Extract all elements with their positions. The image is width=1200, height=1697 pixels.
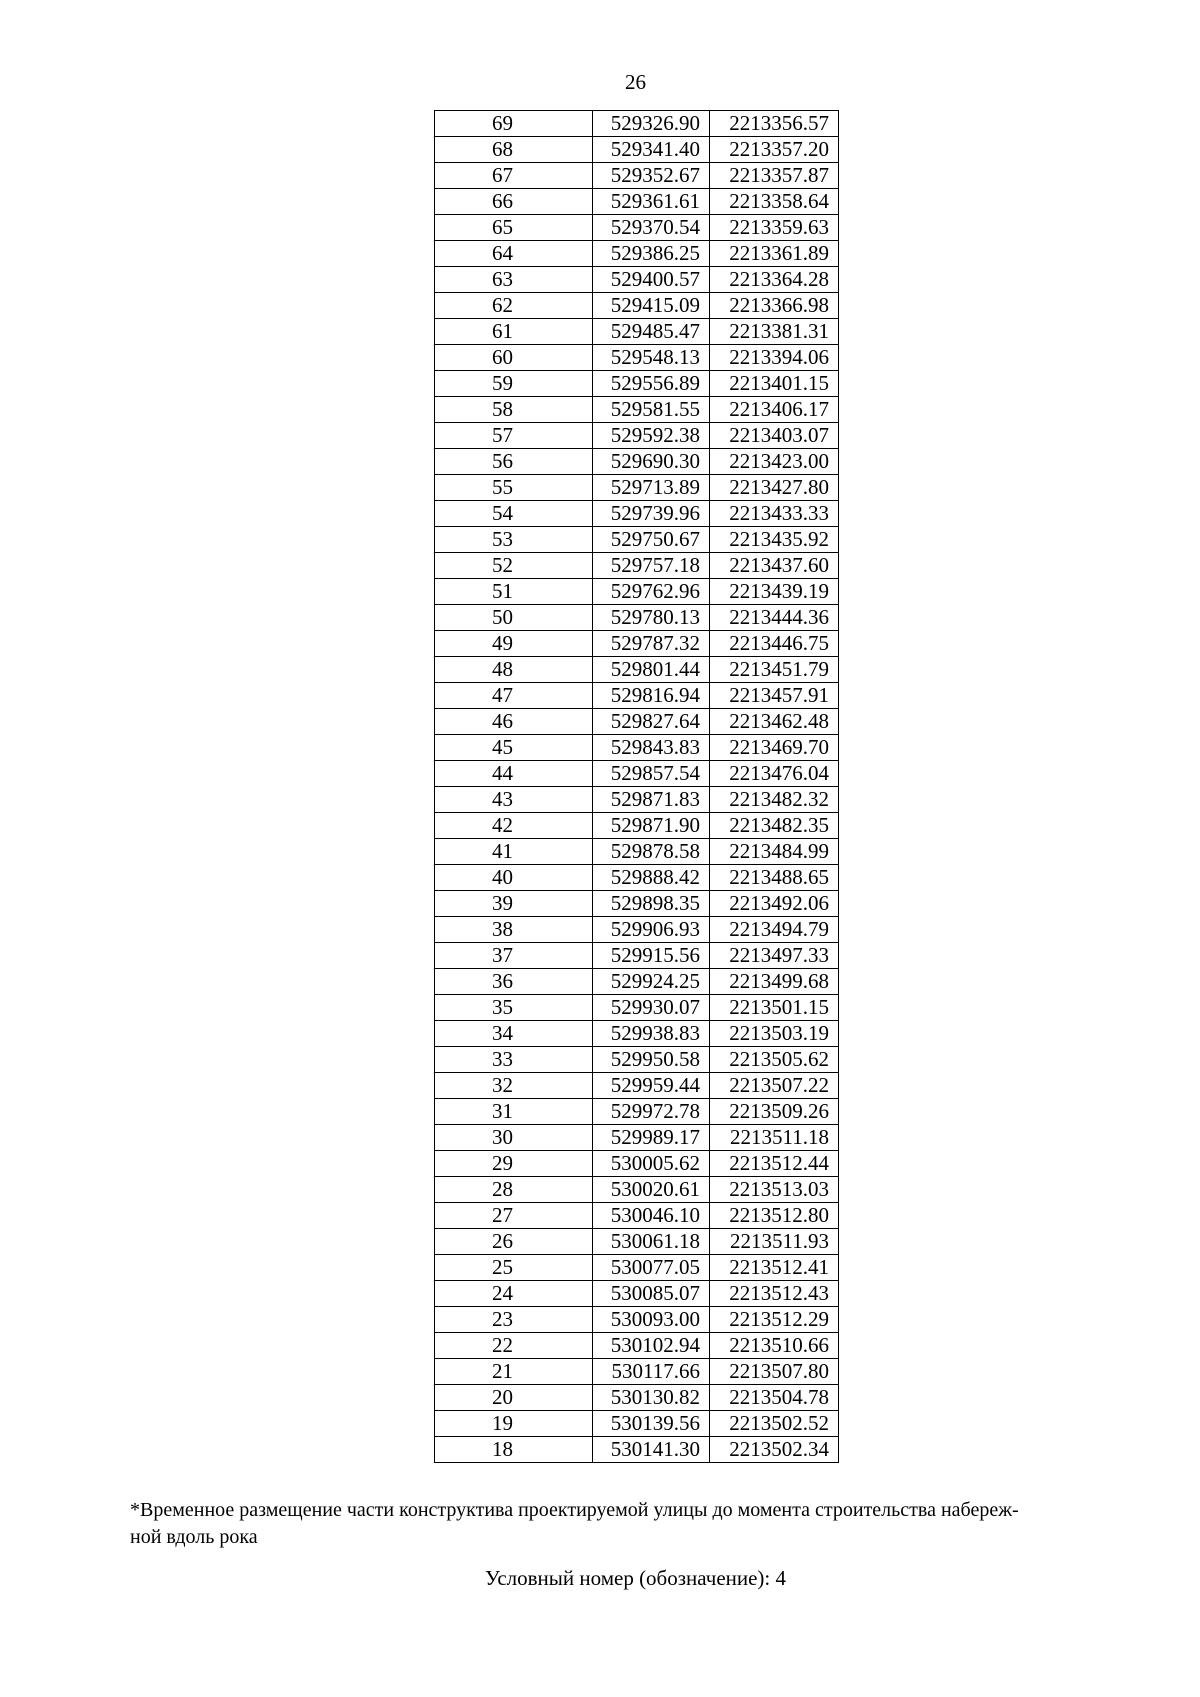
table-row xyxy=(435,1307,839,1333)
y-coordinate-cell: 2213403.07 xyxy=(710,423,839,449)
y-coordinate-cell: 2213511.93 xyxy=(710,1229,839,1255)
table-row xyxy=(435,553,839,579)
x-coordinate-cell: 529924.25 xyxy=(593,969,710,995)
y-coordinate-cell: 2213444.36 xyxy=(710,605,839,631)
x-coordinate-cell: 529548.13 xyxy=(593,345,710,371)
table-row xyxy=(435,1047,839,1073)
y-coordinate-cell: 2213451.79 xyxy=(710,657,839,683)
x-coordinate-cell: 529415.09 xyxy=(593,293,710,319)
y-coordinate-cell: 2213512.80 xyxy=(710,1203,839,1229)
y-coordinate-cell: 2213361.89 xyxy=(710,241,839,267)
y-coordinate-cell: 2213439.19 xyxy=(710,579,839,605)
point-number-cell: 46 xyxy=(435,709,593,735)
y-coordinate-cell: 2213507.22 xyxy=(710,1073,839,1099)
x-coordinate-cell: 529739.96 xyxy=(593,501,710,527)
y-coordinate-cell: 2213512.41 xyxy=(710,1255,839,1281)
x-coordinate-cell: 529787.32 xyxy=(593,631,710,657)
table-row xyxy=(435,1437,839,1463)
x-coordinate-cell: 529888.42 xyxy=(593,865,710,891)
table-row xyxy=(435,137,839,163)
point-number-cell: 69 xyxy=(435,111,593,137)
x-coordinate-cell: 529938.83 xyxy=(593,1021,710,1047)
table-row xyxy=(435,319,839,345)
point-number-cell: 31 xyxy=(435,1099,593,1125)
table-row xyxy=(435,943,839,969)
table-row xyxy=(435,189,839,215)
x-coordinate-cell: 529361.61 xyxy=(593,189,710,215)
x-coordinate-cell: 529326.90 xyxy=(593,111,710,137)
y-coordinate-cell: 2213484.99 xyxy=(710,839,839,865)
point-number-cell: 56 xyxy=(435,449,593,475)
point-number-cell: 63 xyxy=(435,267,593,293)
y-coordinate-cell: 2213512.43 xyxy=(710,1281,839,1307)
point-number-cell: 19 xyxy=(435,1411,593,1437)
x-coordinate-cell: 530085.07 xyxy=(593,1281,710,1307)
table-row xyxy=(435,215,839,241)
table-row xyxy=(435,1125,839,1151)
point-number-cell: 58 xyxy=(435,397,593,423)
x-coordinate-cell: 529950.58 xyxy=(593,1047,710,1073)
table-row xyxy=(435,969,839,995)
x-coordinate-cell: 529972.78 xyxy=(593,1099,710,1125)
table-row xyxy=(435,1151,839,1177)
x-coordinate-cell: 529827.64 xyxy=(593,709,710,735)
table-row xyxy=(435,709,839,735)
table-row xyxy=(435,683,839,709)
table-row xyxy=(435,1021,839,1047)
point-number-cell: 21 xyxy=(435,1359,593,1385)
point-number-cell: 27 xyxy=(435,1203,593,1229)
x-coordinate-cell: 529690.30 xyxy=(593,449,710,475)
x-coordinate-cell: 529878.58 xyxy=(593,839,710,865)
table-row xyxy=(435,735,839,761)
table-row xyxy=(435,1281,839,1307)
point-number-cell: 43 xyxy=(435,787,593,813)
y-coordinate-cell: 2213510.66 xyxy=(710,1333,839,1359)
table-row xyxy=(435,423,839,449)
x-coordinate-cell: 529871.83 xyxy=(593,787,710,813)
point-number-cell: 65 xyxy=(435,215,593,241)
table-row xyxy=(435,1099,839,1125)
y-coordinate-cell: 2213446.75 xyxy=(710,631,839,657)
point-number-cell: 68 xyxy=(435,137,593,163)
x-coordinate-cell: 530061.18 xyxy=(593,1229,710,1255)
y-coordinate-cell: 2213494.79 xyxy=(710,917,839,943)
x-coordinate-cell: 529750.67 xyxy=(593,527,710,553)
x-coordinate-cell: 529713.89 xyxy=(593,475,710,501)
y-coordinate-cell: 2213488.65 xyxy=(710,865,839,891)
x-coordinate-cell: 529915.56 xyxy=(593,943,710,969)
x-coordinate-cell: 529930.07 xyxy=(593,995,710,1021)
x-coordinate-cell: 529556.89 xyxy=(593,371,710,397)
table-row xyxy=(435,1203,839,1229)
x-coordinate-cell: 530077.05 xyxy=(593,1255,710,1281)
y-coordinate-cell: 2213499.68 xyxy=(710,969,839,995)
table-row xyxy=(435,241,839,267)
point-number-cell: 59 xyxy=(435,371,593,397)
y-coordinate-cell: 2213502.52 xyxy=(710,1411,839,1437)
x-coordinate-cell: 529801.44 xyxy=(593,657,710,683)
table-row xyxy=(435,787,839,813)
table-row xyxy=(435,163,839,189)
table-row xyxy=(435,761,839,787)
y-coordinate-cell: 2213381.31 xyxy=(710,319,839,345)
y-coordinate-cell: 2213356.57 xyxy=(710,111,839,137)
table-row xyxy=(435,631,839,657)
table-row xyxy=(435,1073,839,1099)
y-coordinate-cell: 2213482.35 xyxy=(710,813,839,839)
x-coordinate-cell: 530139.56 xyxy=(593,1411,710,1437)
point-number-cell: 39 xyxy=(435,891,593,917)
point-number-cell: 66 xyxy=(435,189,593,215)
y-coordinate-cell: 2213423.00 xyxy=(710,449,839,475)
point-number-cell: 42 xyxy=(435,813,593,839)
y-coordinate-cell: 2213476.04 xyxy=(710,761,839,787)
x-coordinate-cell: 530020.61 xyxy=(593,1177,710,1203)
page-number: 26 xyxy=(625,70,646,94)
point-number-cell: 25 xyxy=(435,1255,593,1281)
y-coordinate-cell: 2213435.92 xyxy=(710,527,839,553)
point-number-cell: 36 xyxy=(435,969,593,995)
y-coordinate-cell: 2213509.26 xyxy=(710,1099,839,1125)
point-number-cell: 30 xyxy=(435,1125,593,1151)
point-number-cell: 52 xyxy=(435,553,593,579)
y-coordinate-cell: 2213501.15 xyxy=(710,995,839,1021)
x-coordinate-cell: 529816.94 xyxy=(593,683,710,709)
y-coordinate-cell: 2213512.44 xyxy=(710,1151,839,1177)
x-coordinate-cell: 530141.30 xyxy=(593,1437,710,1463)
x-coordinate-cell: 530130.82 xyxy=(593,1385,710,1411)
coordinates-table xyxy=(434,110,839,1463)
footnote-line-1: *Временное размещение части конструктива проектируемой улицы до момента строительства набереж- xyxy=(130,1499,1019,1521)
table-row xyxy=(435,813,839,839)
footnote xyxy=(130,1497,1130,1551)
coordinates-table-body xyxy=(435,111,839,1463)
x-coordinate-cell: 529592.38 xyxy=(593,423,710,449)
y-coordinate-cell: 2213511.18 xyxy=(710,1125,839,1151)
table-row xyxy=(435,371,839,397)
x-coordinate-cell: 529843.83 xyxy=(593,735,710,761)
y-coordinate-cell: 2213401.15 xyxy=(710,371,839,397)
table-row xyxy=(435,111,839,137)
y-coordinate-cell: 2213394.06 xyxy=(710,345,839,371)
x-coordinate-cell: 529780.13 xyxy=(593,605,710,631)
x-coordinate-cell: 529906.93 xyxy=(593,917,710,943)
y-coordinate-cell: 2213357.87 xyxy=(710,163,839,189)
x-coordinate-cell: 529400.57 xyxy=(593,267,710,293)
designation-label: Условный номер (обозначение): 4 xyxy=(484,1566,787,1590)
y-coordinate-cell: 2213512.29 xyxy=(710,1307,839,1333)
y-coordinate-cell: 2213366.98 xyxy=(710,293,839,319)
y-coordinate-cell: 2213503.19 xyxy=(710,1021,839,1047)
point-number-cell: 37 xyxy=(435,943,593,969)
point-number-cell: 49 xyxy=(435,631,593,657)
table-row xyxy=(435,917,839,943)
point-number-cell: 23 xyxy=(435,1307,593,1333)
point-number-cell: 47 xyxy=(435,683,593,709)
table-row xyxy=(435,397,839,423)
x-coordinate-cell: 530005.62 xyxy=(593,1151,710,1177)
point-number-cell: 22 xyxy=(435,1333,593,1359)
footnote-line-2: ной вдоль рока xyxy=(130,1526,258,1548)
table-row xyxy=(435,1411,839,1437)
table-row xyxy=(435,293,839,319)
point-number-cell: 26 xyxy=(435,1229,593,1255)
point-number-cell: 60 xyxy=(435,345,593,371)
y-coordinate-cell: 2213505.62 xyxy=(710,1047,839,1073)
point-number-cell: 34 xyxy=(435,1021,593,1047)
point-number-cell: 29 xyxy=(435,1151,593,1177)
point-number-cell: 38 xyxy=(435,917,593,943)
x-coordinate-cell: 529857.54 xyxy=(593,761,710,787)
table-row xyxy=(435,345,839,371)
point-number-cell: 44 xyxy=(435,761,593,787)
table-row xyxy=(435,605,839,631)
y-coordinate-cell: 2213462.48 xyxy=(710,709,839,735)
table-row xyxy=(435,267,839,293)
y-coordinate-cell: 2213358.64 xyxy=(710,189,839,215)
table-row xyxy=(435,527,839,553)
x-coordinate-cell: 530117.66 xyxy=(593,1359,710,1385)
x-coordinate-cell: 529581.55 xyxy=(593,397,710,423)
y-coordinate-cell: 2213364.28 xyxy=(710,267,839,293)
y-coordinate-cell: 2213357.20 xyxy=(710,137,839,163)
x-coordinate-cell: 529370.54 xyxy=(593,215,710,241)
point-number-cell: 33 xyxy=(435,1047,593,1073)
point-number-cell: 45 xyxy=(435,735,593,761)
point-number-cell: 53 xyxy=(435,527,593,553)
y-coordinate-cell: 2213482.32 xyxy=(710,787,839,813)
y-coordinate-cell: 2213492.06 xyxy=(710,891,839,917)
table-row xyxy=(435,475,839,501)
point-number-cell: 28 xyxy=(435,1177,593,1203)
y-coordinate-cell: 2213437.60 xyxy=(710,553,839,579)
x-coordinate-cell: 530102.94 xyxy=(593,1333,710,1359)
table-row xyxy=(435,579,839,605)
y-coordinate-cell: 2213502.34 xyxy=(710,1437,839,1463)
table-row xyxy=(435,501,839,527)
x-coordinate-cell: 529871.90 xyxy=(593,813,710,839)
table-row xyxy=(435,657,839,683)
x-coordinate-cell: 529762.96 xyxy=(593,579,710,605)
y-coordinate-cell: 2213497.33 xyxy=(710,943,839,969)
point-number-cell: 20 xyxy=(435,1385,593,1411)
point-number-cell: 40 xyxy=(435,865,593,891)
x-coordinate-cell: 529352.67 xyxy=(593,163,710,189)
y-coordinate-cell: 2213433.33 xyxy=(710,501,839,527)
table-row xyxy=(435,1385,839,1411)
point-number-cell: 41 xyxy=(435,839,593,865)
y-coordinate-cell: 2213507.80 xyxy=(710,1359,839,1385)
x-coordinate-cell: 529959.44 xyxy=(593,1073,710,1099)
x-coordinate-cell: 529485.47 xyxy=(593,319,710,345)
table-row xyxy=(435,865,839,891)
point-number-cell: 62 xyxy=(435,293,593,319)
point-number-cell: 54 xyxy=(435,501,593,527)
point-number-cell: 35 xyxy=(435,995,593,1021)
table-row xyxy=(435,449,839,475)
point-number-cell: 50 xyxy=(435,605,593,631)
point-number-cell: 61 xyxy=(435,319,593,345)
table-row xyxy=(435,1333,839,1359)
y-coordinate-cell: 2213469.70 xyxy=(710,735,839,761)
x-coordinate-cell: 530046.10 xyxy=(593,1203,710,1229)
point-number-cell: 51 xyxy=(435,579,593,605)
table-row xyxy=(435,995,839,1021)
y-coordinate-cell: 2213504.78 xyxy=(710,1385,839,1411)
x-coordinate-cell: 530093.00 xyxy=(593,1307,710,1333)
point-number-cell: 18 xyxy=(435,1437,593,1463)
point-number-cell: 32 xyxy=(435,1073,593,1099)
table-row xyxy=(435,1229,839,1255)
point-number-cell: 48 xyxy=(435,657,593,683)
y-coordinate-cell: 2213513.03 xyxy=(710,1177,839,1203)
y-coordinate-cell: 2213406.17 xyxy=(710,397,839,423)
point-number-cell: 67 xyxy=(435,163,593,189)
point-number-cell: 24 xyxy=(435,1281,593,1307)
x-coordinate-cell: 529757.18 xyxy=(593,553,710,579)
y-coordinate-cell: 2213359.63 xyxy=(710,215,839,241)
x-coordinate-cell: 529898.35 xyxy=(593,891,710,917)
table-row xyxy=(435,1255,839,1281)
point-number-cell: 64 xyxy=(435,241,593,267)
table-row xyxy=(435,1177,839,1203)
point-number-cell: 57 xyxy=(435,423,593,449)
y-coordinate-cell: 2213457.91 xyxy=(710,683,839,709)
x-coordinate-cell: 529989.17 xyxy=(593,1125,710,1151)
x-coordinate-cell: 529386.25 xyxy=(593,241,710,267)
table-row xyxy=(435,891,839,917)
y-coordinate-cell: 2213427.80 xyxy=(710,475,839,501)
x-coordinate-cell: 529341.40 xyxy=(593,137,710,163)
table-row xyxy=(435,839,839,865)
table-row xyxy=(435,1359,839,1385)
point-number-cell: 55 xyxy=(435,475,593,501)
